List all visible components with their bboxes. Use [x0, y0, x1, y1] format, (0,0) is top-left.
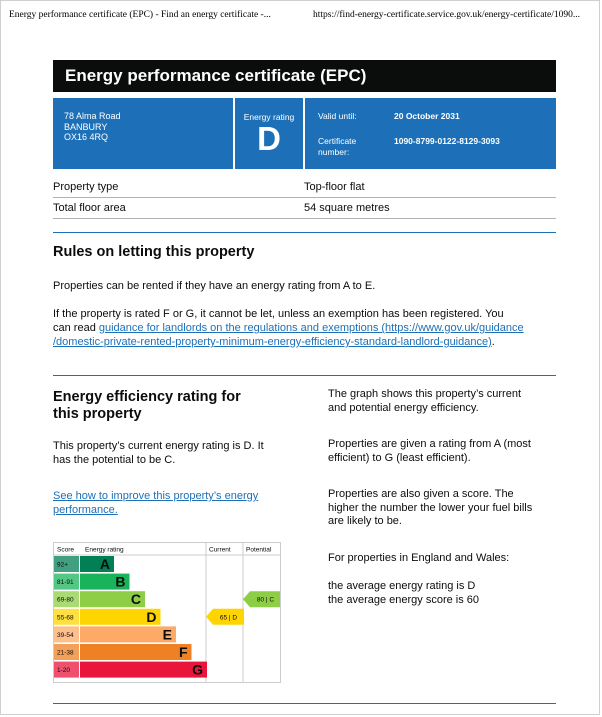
rating-scale-explanation	[328, 438, 556, 465]
valid-until-date: 20 October 2031	[394, 111, 460, 121]
band-b-score-label: 81-91	[57, 579, 74, 587]
band-d-score-label: 55-68	[57, 614, 74, 622]
band-c-score-label: 69-80	[57, 596, 74, 604]
floor-area-row	[53, 198, 556, 219]
letting-paragraph-2-line	[53, 335, 524, 349]
letting-paragraph-2-line: If the property is rated F or G, it cannot be let, unless an exemption has been registered. You	[53, 308, 504, 320]
certificate-heading: Energy performance certificate (EPC)	[53, 60, 556, 92]
graph-explanation	[328, 388, 556, 415]
band-e-letter: E	[162, 626, 172, 643]
property-type-row	[53, 177, 556, 198]
band-g-bar	[80, 662, 207, 678]
address-line: 78 Alma Road	[64, 111, 121, 121]
potential-column-header: Potential	[246, 546, 272, 554]
band-c-letter: C	[130, 591, 141, 608]
letting-end-period: .	[491, 336, 495, 348]
band-g-score-label: 1-20	[57, 667, 71, 675]
score-explanation	[328, 488, 556, 529]
band-b-letter: B	[115, 573, 126, 590]
band-d-letter: D	[146, 608, 157, 625]
letting-paragraph-1: Properties can be rented if they have an energy rating from A to E.	[53, 280, 376, 292]
score-column-header: Score	[57, 546, 74, 554]
property-type-label: Property type	[53, 181, 119, 193]
score-explanation-line: higher the number the lower your fuel bills	[328, 501, 533, 514]
floor-area-label: Total floor area	[53, 202, 126, 214]
address-line: OX16 4RQ	[64, 132, 109, 142]
letting-heading: Rules on letting this property	[53, 244, 255, 260]
potential-rating-marker-label: 80 | C	[256, 596, 275, 604]
energy-rating-chart-svg	[54, 543, 280, 682]
current-rating-line: This property’s current energy rating is D. It	[53, 440, 264, 452]
current-column-header: Current	[209, 546, 231, 554]
validity-block	[305, 98, 556, 169]
average-score-line: the average energy score is 60	[328, 593, 480, 606]
graph-explanation-line: and potential energy efficiency.	[328, 401, 479, 414]
band-e-bar	[80, 626, 176, 642]
address-block	[53, 98, 233, 169]
band-e-score-label: 39-54	[57, 631, 74, 639]
average-rating-line: the average energy rating is D	[328, 580, 476, 592]
score-explanation-line: are likely to be.	[328, 515, 402, 527]
improve-link-block	[53, 489, 258, 517]
band-a-letter: A	[99, 556, 110, 572]
score-explanation-line: Properties are also given a score. The	[328, 488, 514, 500]
efficiency-heading	[53, 389, 241, 423]
efficiency-heading-line: this property	[53, 406, 142, 422]
band-g-letter: G	[192, 661, 203, 678]
print-page-url: https://find-energy-certificate.service.gov.uk/energy-certificate/1090...	[313, 10, 581, 20]
efficiency-heading-line: Energy efficiency rating for	[53, 389, 241, 405]
section-divider	[53, 375, 556, 376]
energy-rating-letter: D	[257, 120, 281, 157]
band-a-score-label: 92+	[57, 561, 69, 569]
band-f-letter: F	[178, 644, 188, 660]
landlord-guidance-link[interactable]: guidance for landlords on the regulations and exemptions (https://www.gov.uk/guidance	[98, 322, 524, 334]
energy-rating-chart	[53, 542, 281, 683]
valid-until-label: Valid until:	[318, 111, 357, 121]
rating-scale-line: Properties are given a rating from A (most	[328, 438, 531, 450]
current-rating-marker-label: 65 | D	[219, 614, 238, 622]
address-line: BANBURY	[64, 121, 108, 132]
current-rating-text	[53, 439, 264, 467]
letting-paragraph-2-line	[53, 321, 524, 335]
energy-rating-block	[235, 98, 303, 169]
current-rating-line: has the potential to be C.	[53, 454, 176, 466]
section-divider	[53, 703, 556, 704]
letting-paragraph-2	[53, 307, 524, 349]
energy-rating-column-header: Energy rating	[85, 546, 124, 554]
floor-area-value: 54 square metres	[304, 202, 390, 214]
energy-rating-label: Energy rating	[243, 112, 295, 122]
landlord-guidance-link-continued[interactable]: /domestic-private-rented-property-minimum-energy-efficiency-standard-landlord-guidance)	[53, 336, 492, 348]
certificate-number: 1090-8799-0122-8129-3093	[394, 136, 500, 146]
england-wales-intro: For properties in England and Wales:	[328, 552, 510, 564]
average-rating-block	[328, 580, 556, 607]
letting-can-read-text: can read	[53, 322, 99, 334]
improve-energy-link-continued[interactable]: performance.	[53, 504, 118, 516]
rating-scale-line: efficient) to G (least efficient).	[328, 451, 471, 464]
improve-energy-link[interactable]: See how to improve this property’s energy	[53, 490, 259, 502]
property-type-value: Top-floor flat	[304, 181, 365, 193]
graph-explanation-line: The graph shows this property’s current	[328, 388, 521, 400]
band-f-bar	[80, 644, 192, 660]
print-page-title: Energy performance certificate (EPC) - Find an energy certificate -...	[9, 10, 271, 20]
section-divider	[53, 232, 556, 233]
band-f-score-label: 21-38	[57, 649, 74, 657]
certificate-number-label: Certificate number:	[318, 136, 357, 157]
